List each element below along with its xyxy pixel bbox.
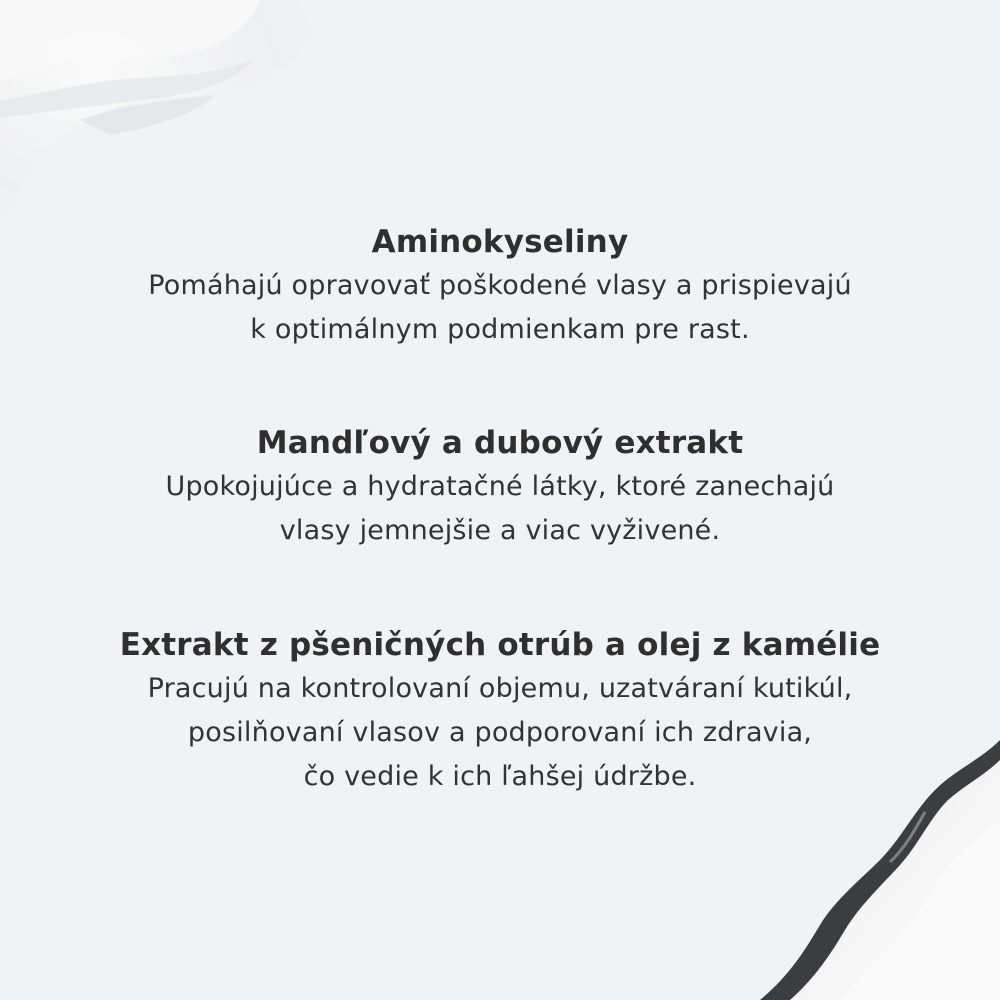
description-line: vlasy jemnejšie a viac vyživené. [279,515,721,546]
ingredient-description [50,264,950,352]
description-line: k optimálnym podmienkam pre rast. [250,314,750,345]
description-line: Pracujú na kontrolovaní objemu, uzatváraní kutikúl, [147,673,853,704]
ingredient-description [50,465,950,553]
description-line: posilňovaní vlasov a podporovaní ich zdravia, [187,717,813,748]
ingredient-title: Mandľový a dubový extrakt [256,425,744,461]
description-line: čo vedie k ich ľahšej údržbe. [303,761,697,792]
ingredient-title: Aminokyseliny [371,224,629,260]
ingredient-section-amino-acids [50,220,950,352]
ingredient-section-almond-oak [50,421,950,553]
ingredient-section-wheat-camellia [50,623,950,799]
description-line: Pomáhajú opravovať poškodené vlasy a prispievajú [148,270,852,301]
description-line: Upokojujúce a hydratačné látky, ktoré zanechajú [165,471,835,502]
ingredient-title: Extrakt z pšeničných otrúb a olej z kamélie [119,627,881,663]
ingredient-description [50,667,950,799]
